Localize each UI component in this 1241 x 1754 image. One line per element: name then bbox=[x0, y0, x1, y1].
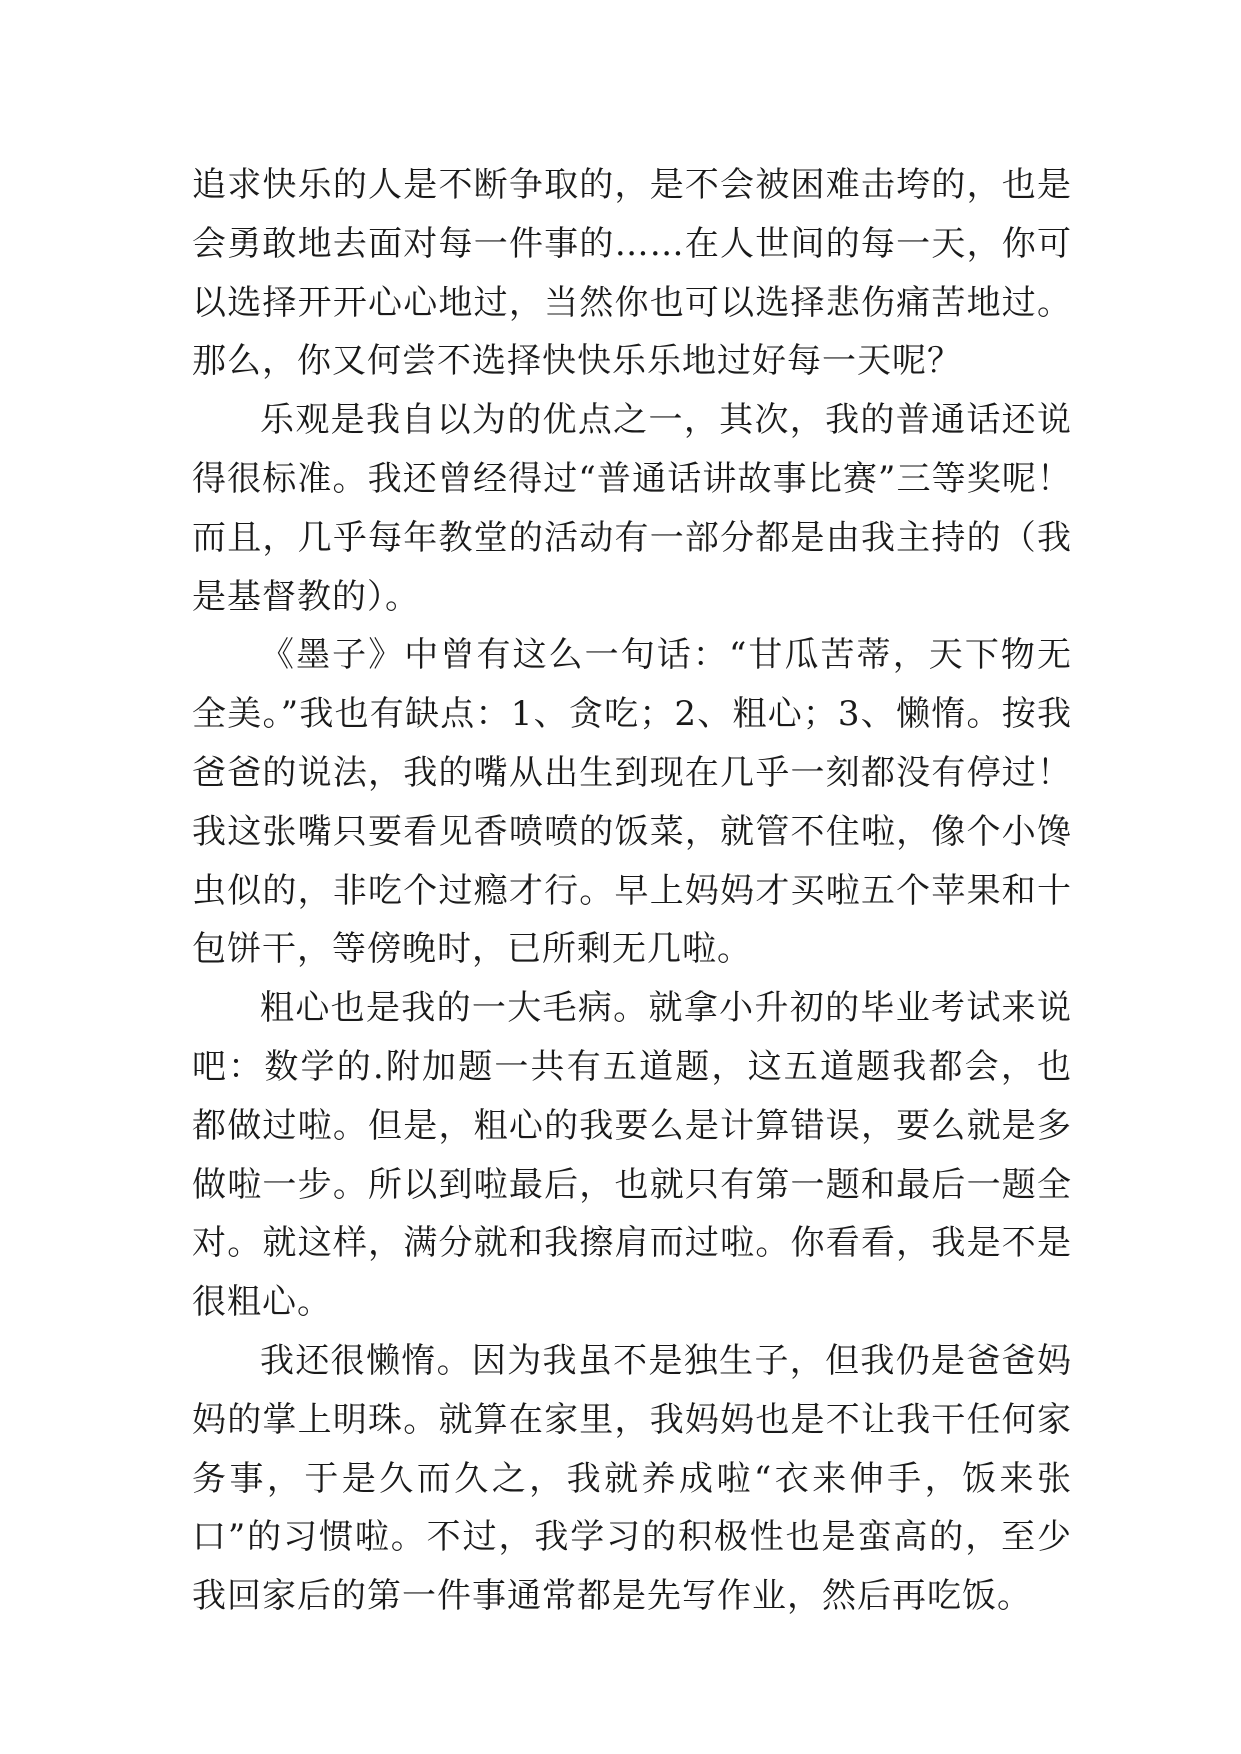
paragraph-5: 我还很懒惰。因为我虽不是独生子，但我仍是爸爸妈妈的掌上明珠。就算在家里，我妈妈也是不让我干任何家务事，于是久而久之，我就养成啦“衣来伸手，饭来张口”的习惯啦。不过，我学习的积极性也是蛮高的，至少我回家后的第一件事通常都是先写作业，然后再吃饭。 bbox=[192, 1340, 1072, 1617]
paragraph-1: 追求快乐的人是不断争取的，是不会被困难击垮的，也是会勇敢地去面对每一件事的……在人世间的每一天，你可以选择开开心心地过，当然你也可以选择悲伤痛苦地过。那么，你又何尝不选择快快乐乐地过好每一天呢？ bbox=[192, 165, 1072, 382]
paragraph-4: 粗心也是我的一大毛病。就拿小升初的毕业考试来说吧：数学的.附加题一共有五道题，这五道题我都会，也都做过啦。但是，粗心的我要么是计算错误，要么就是多做啦一步。所以到啦最后，也就只有第一题和最后一题全对。就这样，满分就和我擦肩而过啦。你看看，我是不是很粗心。 bbox=[192, 988, 1072, 1323]
paragraph-3: 《墨子》中曾有这么一句话：“甘瓜苦蒂，天下物无全美。”我也有缺点：1、贪吃；2、粗心；3、懒惰。按我爸爸的说法，我的嘴从出生到现在几乎一刻都没有停过！我这张嘴只要看见香喷喷的饭菜，就管不住啦，像个小馋虫似的，非吃个过瘾才行。早上妈妈才买啦五个苹果和十包饼干，等傍晚时，已所剩无几啦。 bbox=[192, 635, 1072, 970]
paragraph-2: 乐观是我自以为的优点之一，其次，我的普通话还说得很标准。我还曾经得过“普通话讲故事比赛”三等奖呢！而且，几乎每年教堂的活动有一部分都是由我主持的（我是基督教的）。 bbox=[192, 400, 1072, 617]
document-body bbox=[192, 156, 1072, 1626]
